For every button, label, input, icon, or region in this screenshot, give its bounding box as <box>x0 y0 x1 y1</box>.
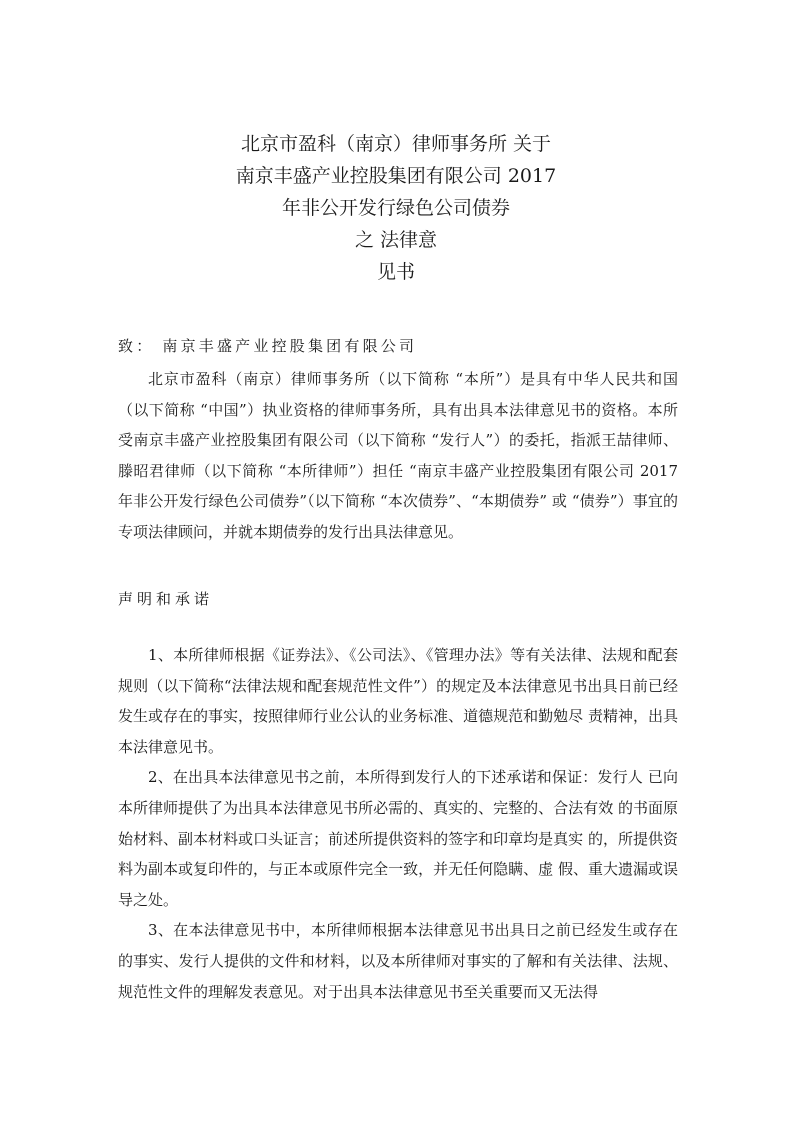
statement-paragraph-1: 1、本所律师根据《证券法》、《公司法》、《管理办法》等有关法律、法规和配套规则（以下简称“法律法规和配套规范性文件”）的规定及本法律意见书出具日前已经发生或存在的事实，按照律师行业公认的业务标准、道德规范和勤勉尽 责精神，出具本法律意见书。 <box>118 646 678 756</box>
document-title <box>0 128 792 288</box>
title-line-5: 见书 <box>376 261 415 283</box>
addressee-line: 致： 南京丰盛产业控股集团有限公司 <box>118 337 418 355</box>
title-line-2: 南京丰盛产业控股集团有限公司 2017 <box>235 165 557 187</box>
section-heading: 声明和承诺 <box>118 590 214 608</box>
title-line-3: 年非公开发行绿色公司债券 <box>281 197 510 219</box>
statement-paragraphs <box>118 640 678 1007</box>
title-line-4: 之 法律意 <box>354 229 438 251</box>
statement-paragraph-3: 3、在本法律意见书中，本所律师根据本法律意见书出具日之前已经发生或存在的事实、发行人提供的文件和材料，以及本所律师对事实的了解和有关法律、法规、规范性文件的理解发表意见。对于出具本法律意见书至关重要而又无法得 <box>118 921 678 1001</box>
intro-paragraph-block <box>118 364 678 547</box>
intro-paragraph: 北京市盈科（南京）律师事务所（以下简称 “本所”）是具有中华人民共和国（以下简称 “中国”）执业资格的律师事务所，具有出具本法律意见书的资格。本所受南京丰盛产业控股集团有限公司（以下简称 “发行人”）的委托，指派王喆律师、滕昭君律师（以下简称 “本所律师”）担任 “南京丰盛产业控股集团有限公司 2017 年非公开发行绿色公司债券”（以下简称 “本次债券”、“本期债券” 或 “债券”）事宜的专项法律顾问，并就本期债券的发行出具法律意见。 <box>118 370 678 541</box>
title-line-1: 北京市盈科（南京）律师事务所 关于 <box>240 133 552 155</box>
statement-paragraph-2: 2、在出具本法律意见书之前，本所得到发行人的下述承诺和保证：发行人 已向本所律师提供了为出具本法律意见书所必需的、真实的、完整的、合法有效 的书面原始材料、副本材料或口头证言；前述所提供资料的签字和印章均是真实 的，所提供资料为副本或复印件的，与正本或原件完全一致，并无任何隐瞒、虚 假、重大遗漏或误导之处。 <box>118 768 678 909</box>
